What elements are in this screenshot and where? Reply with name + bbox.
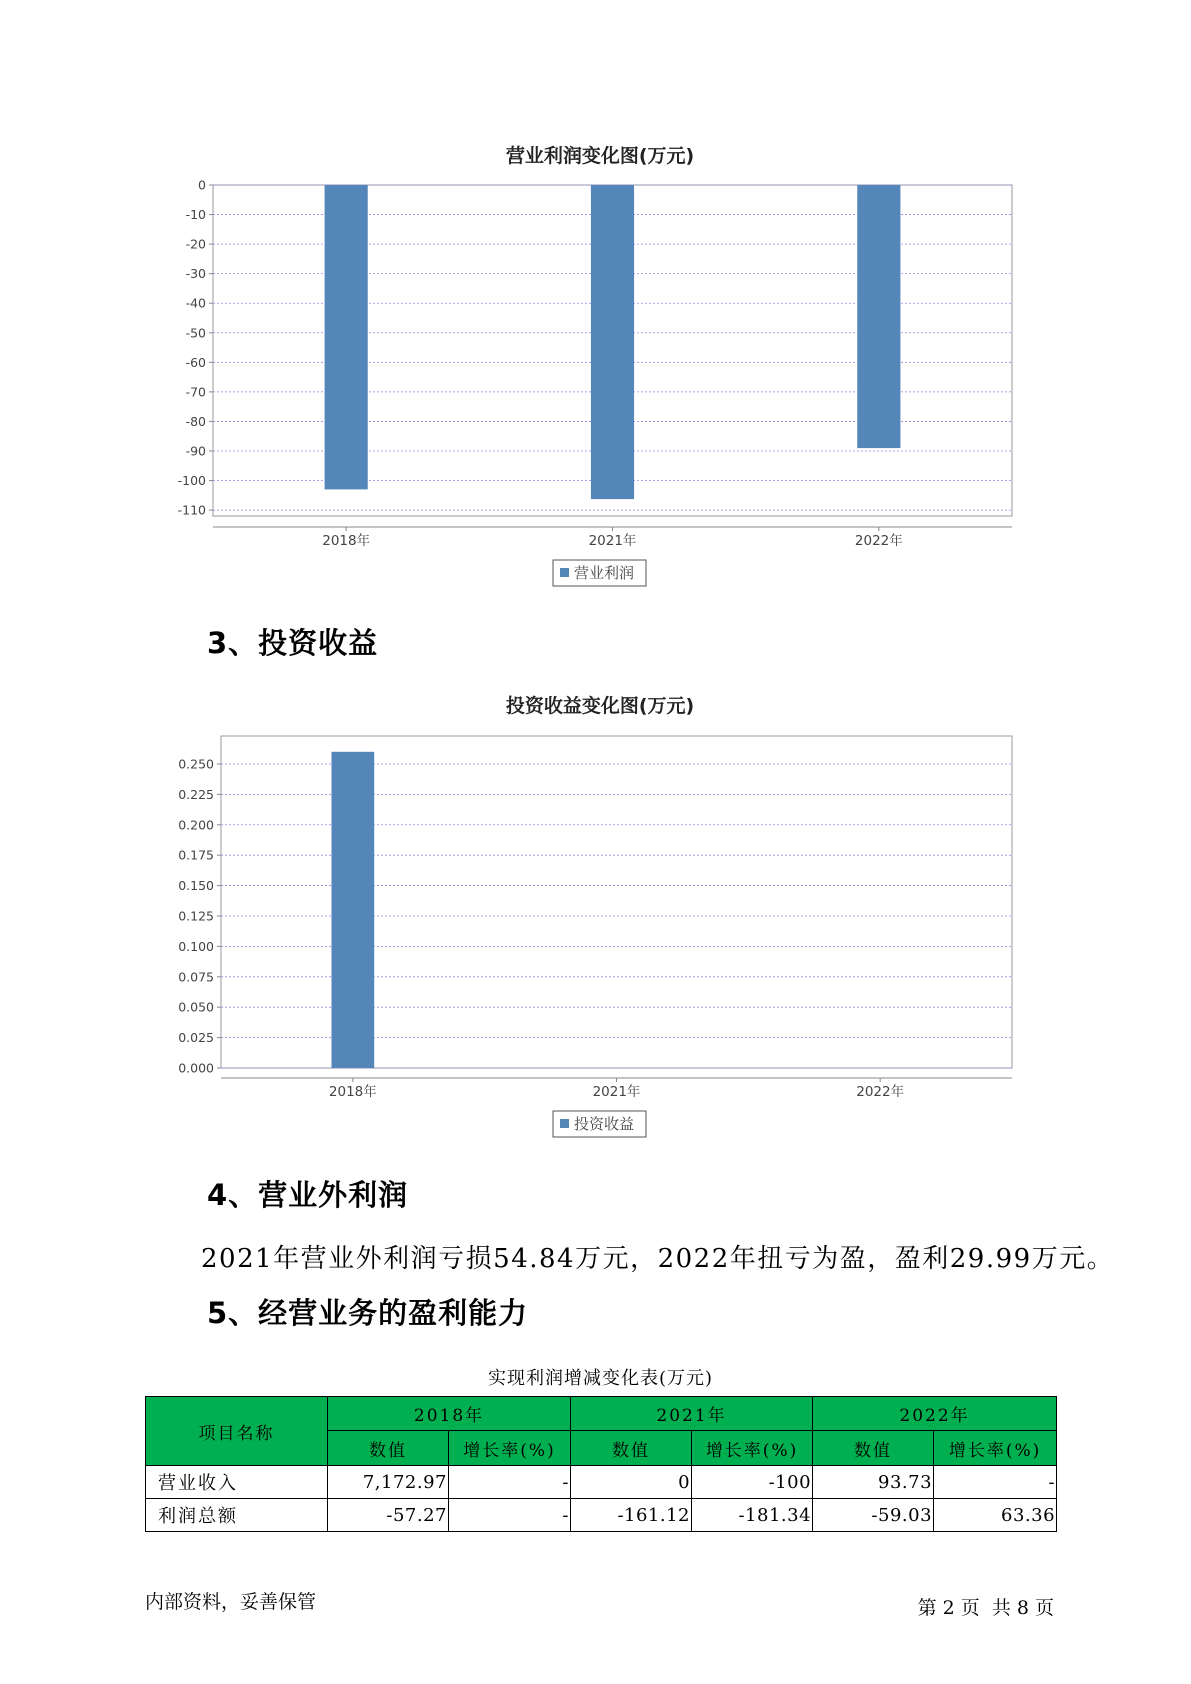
y-tick-label: -70 (185, 384, 206, 400)
legend (553, 560, 646, 586)
y-tick-label: -110 (177, 502, 206, 518)
section-heading-non-operating-profit: 4、营业外利润 (207, 1178, 409, 1212)
chart-title: 营业利润变化图(万元) (505, 145, 695, 167)
table-cell: -57.27 (328, 1499, 449, 1532)
x-tick-label-2018: 2018年 (328, 1084, 377, 1100)
bar-2018 (325, 185, 368, 489)
table-cell: -59.03 (813, 1499, 934, 1532)
bar-2018 (331, 752, 374, 1068)
y-tick-label: -40 (185, 295, 206, 311)
y-tick-label: -100 (177, 473, 206, 489)
chart-title: 投资收益变化图(万元) (505, 695, 695, 717)
table-cell: 93.73 (813, 1466, 934, 1499)
y-tick-label: 0.200 (178, 817, 214, 833)
table-header-row (146, 1397, 1057, 1431)
non-operating-profit-paragraph: 2021年营业外利润亏损54.84万元，2022年扭亏为盈，盈利29.99万元。 (201, 1244, 1115, 1274)
y-tick-label: -10 (185, 207, 206, 223)
table-cell: -181.34 (692, 1499, 813, 1532)
table-cell: 63.36 (934, 1499, 1057, 1532)
profit-change-table (145, 1396, 1057, 1532)
table-cell: - (449, 1466, 571, 1499)
table-cell: -161.12 (571, 1499, 692, 1532)
y-tick-label: 0.175 (178, 847, 214, 863)
y-tick-label: 0.225 (178, 786, 214, 802)
legend-label: 投资收益 (574, 1115, 635, 1133)
header-value: 数值 (813, 1431, 934, 1466)
table-cell: 7,172.97 (328, 1466, 449, 1499)
table-row (146, 1466, 1057, 1499)
y-tick-label: -30 (185, 266, 206, 282)
header-growth: 增长率(%) (449, 1431, 571, 1466)
table-cell: - (449, 1499, 571, 1532)
operating-profit-chart (0, 140, 1191, 595)
header-year-2022: 2022年 (813, 1397, 1057, 1431)
table-caption: 实现利润增减变化表(万元) (487, 1368, 714, 1389)
investment-income-chart (0, 690, 1191, 1145)
header-year-2018: 2018年 (328, 1397, 571, 1431)
table-cell: - (934, 1466, 1057, 1499)
y-tick-label: -80 (185, 413, 206, 429)
legend (553, 1111, 646, 1137)
y-tick-label: 0.025 (178, 1030, 214, 1046)
x-tick-label-2021: 2021年 (588, 533, 637, 549)
x-tick-label-2022: 2022年 (856, 1084, 905, 1100)
y-tick-label: -50 (185, 325, 206, 341)
y-tick-label: 0.000 (178, 1060, 214, 1076)
x-tick-label-2021: 2021年 (592, 1084, 641, 1100)
row-label: 利润总额 (146, 1499, 328, 1532)
table-cell: 0 (571, 1466, 692, 1499)
plot-layer (178, 178, 1012, 550)
section-heading-investment-income: 3、投资收益 (207, 626, 379, 660)
row-label: 营业收入 (146, 1466, 328, 1499)
header-growth: 增长率(%) (934, 1431, 1057, 1466)
y-tick-label: 0.050 (178, 999, 214, 1015)
header-year-2021: 2021年 (571, 1397, 813, 1431)
section-heading-profitability: 5、经营业务的盈利能力 (207, 1296, 529, 1330)
y-tick-label: 0.125 (178, 908, 214, 924)
footer-confidential-note: 内部资料，妥善保管 (145, 1591, 317, 1613)
table-row (146, 1499, 1057, 1532)
y-tick-label: -90 (185, 443, 206, 459)
header-item-name: 项目名称 (146, 1397, 328, 1466)
x-tick-label-2018: 2018年 (322, 533, 371, 549)
y-tick-label: -60 (185, 354, 206, 370)
bar-2022 (857, 185, 900, 448)
footer-page-number: 第 2 页 共 8 页 (917, 1597, 1054, 1619)
plot-layer (178, 736, 1012, 1100)
y-tick-label: -20 (185, 236, 206, 252)
header-growth: 增长率(%) (692, 1431, 813, 1466)
table-cell: -100 (692, 1466, 813, 1499)
legend-swatch (560, 568, 569, 577)
y-tick-label: 0.100 (178, 938, 214, 954)
header-value: 数值 (328, 1431, 449, 1466)
y-tick-label: 0.250 (178, 756, 214, 772)
y-tick-label: 0.075 (178, 969, 214, 985)
header-value: 数值 (571, 1431, 692, 1466)
bar-2021 (591, 185, 634, 499)
y-tick-label: 0.150 (178, 878, 214, 894)
legend-label: 营业利润 (574, 564, 635, 582)
legend-swatch (560, 1119, 569, 1128)
x-tick-label-2022: 2022年 (854, 533, 903, 549)
y-tick-label: 0 (198, 177, 206, 193)
